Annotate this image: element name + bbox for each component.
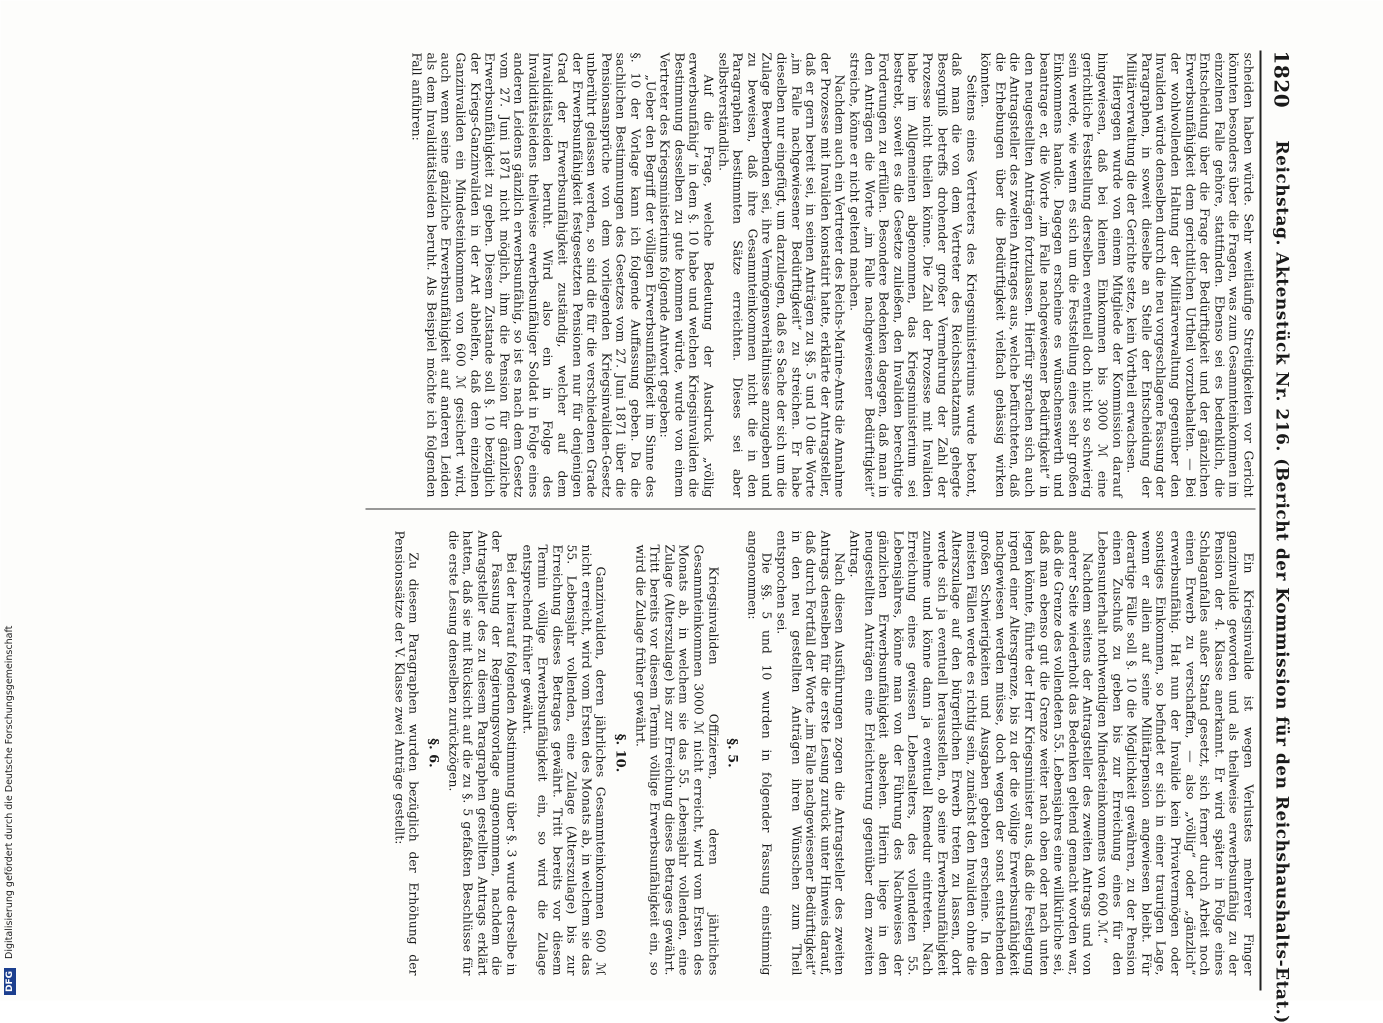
left-column [409, 52, 1255, 497]
paragraph: Hiergegen wurde von einem Mitgliede der Kommission darauf hingewiesen, daß bei kleinen Einkommen bis 3000 ℳ eine gerichtliche Feststellung derselben eventuell doch nicht so schwierig sein werde, wie wenn es sich um die Feststellung eines sehr großen Einkommens handle. Dagegen erscheine es wünschenswerth und beantrage er, die Worte „im Falle nachgewiesener Bedürftigkeit“ in den neugestellten Anträgen fortzulassen. Hierfür sprachen sich auch die Antragsteller des zweiten Antrages aus, welche befürchteten, daß die Erhebungen über die Bedürftigkeit vielfach gehässig wirken könnten. [978, 52, 1125, 497]
dfg-logo: DFG [4, 968, 16, 995]
header-rule [1259, 50, 1261, 990]
section-heading: §. 5. [724, 737, 740, 768]
paragraph: Bei der hierauf folgenden Abstimmung über §. 3 wurde derselbe in der Fassung der Regierungsvorlage angenommen, nachdem die Antragsteller des zu diesem Paragraphen gestellten Antrags erklärt hatten, daß sie mit Rücksicht auf die zu §. 5 gefaßten Beschlüsse für die erste Lesung denselben zurückzögen. [445, 530, 519, 975]
digitization-credit [4, 626, 16, 995]
paragraph: Ein Kriegsinvalide ist wegen Verlustes mehrerer Finger ganzinvalide geworden und als theilweise erwerbsunfähig zu der Pension der 4. Klasse anerkannt. Er wird später in Folge eines Schlaganfalles außer Stand gesetzt, sich ferner durch Arbeit noch einen Erwerb zu verschaffen, — also „völlig“ oder „gänzlich“ erwerbsunfähig. Hat nun der Invalide kein Privatvermögen oder sonstiges Einkommen, so befindet er sich in einer traurigen Lage, wenn er allein auf seine Militärpension angewiesen bleibt. Für derartige Fälle soll §. 10 die Möglichkeit gewähren, zu der Pension einen Zuschuß zu geben bis zur Erreichung eines für den Lebensunterhalt nothwendigen Mindesteinkommens von 600 ℳ.“ [1095, 530, 1256, 975]
paragraph: Seitens eines Vertreters des Kriegsministeriums wurde betont, daß man die von dem Vertreter des Reichsschatzamts gehegte Besorgniß betreffs drohender großer Vermehrung der Zahl der Prozesse nicht theilen könne. Die Zahl der Prozesse mit Invaliden habe im Allgemeinen abgenommen, das Kriegsministerium sei bestrebt, soweit es die Gesetze zuließen, den Invaliden berechtigte Forderungen zu erfüllen. Besondere Bedenken dagegen, daß man in den Anträgen die Worte „im Falle nachgewiesener Bedürftigkeit“ streiche, könne er nicht geltend machen. [846, 52, 979, 497]
paragraph: Zu diesem Paragraphen wurden bezüglich der Erhöhung der Pensionssätze der V. Klasse zwei Anträge gestellt: [391, 530, 422, 975]
paragraph: Nachdem seitens der Antragsteller des zweiten Antrags und von anderer Seite wiederholt das Bedenken geltend gemacht worden war, daß die Grenze des vollendeten 55. Lebensjahres eine willkürliche sei, daß man ebenso gut die Grenze weiter nach oben oder nach unten legen könnte, führte der Herr Kriegsminister aus, daß die Festlegung irgend einer Altersgrenze, bis zu der die völlige Erwerbsunfähigkeit nachgewiesen werden müsse, doch wegen der sonst entstehenden großen Schwierigkeiten und Ausgaben geboten erscheine. In den meisten Fällen werde es richtig sein, zunächst den Invaliden ohne die Alterszulage auf den bürgerlichen Erwerb treten zu lassen, dort werde sich ja eventuell herausstellen, ob seine Erwerbsunfähigkeit zunehme und könne dann ja eventuell Remedur eintreten. Nach Erreichung eines gewissen Lebensalters, des vollendeten 55. Lebensjahres, könne man von der Führung des Nachweises der gänzlichen Erwerbsunfähigkeit absehen. Hierin liege in den neugestellten Anträgen eine Erleichterung gegenüber dem zweiten Antrag. [846, 530, 1096, 975]
right-column [391, 530, 1255, 975]
paragraph: Auf die Frage, welche Bedeutung der Ausdruck „völlig erwerbsunfähig“ in dem §. 10 habe und welchen Kriegsinvaliden die Bestimmung desselben zu gute kommen würde, wurde von einem Vertreter des Kriegsministeriums folgende Antwort gegeben: [657, 52, 717, 497]
section-heading: §. 6. [424, 737, 440, 768]
section-heading: §. 10. [612, 733, 628, 772]
page-number: 1820 [1269, 50, 1293, 108]
credit-text: Digitalisierung gefördert durch die Deutsche Forschungsgemeinschaft [4, 625, 15, 959]
paragraph: scheiden haben würde. Sehr weitläufige Streitigkeiten vor Gericht könnten besonders über die Fragen, was zum Gesammteinkommen im einzelnen Falle gehöre, stattfinden. Ebenso sei es bedenklich, die Entscheidung über die Frage der Bedürftigkeit und der gänzlichen Erwerbsunfähigkeit dem gerichtlichen Urtheil vorzubehalten. — Bei der wohlwollenden Haltung der Militärverwaltung gegenüber den Invaliden würde denselben durch die neu vorgeschlagene Fassung der Paragraphen, in soweit dieselbe an Stelle der Entscheidung der Militärverwaltung die der Gerichte setze, kein Vortheil erwachsen. [1124, 52, 1256, 497]
paragraph: Die §§. 5 und 10 wurden in folgender Fassung einstimmig angenommen: [744, 530, 775, 975]
column-divider [365, 508, 1255, 509]
page-header [1263, 50, 1295, 1023]
quoted-answer: „Ueber den Begriff der völligen Erwerbsunfähigkeit im Sinne des §. 10 der Vorlage kann ich folgende Auffassung geben. Da die sachlichen Bestimmungen des Gesetzes vom 27. Juni 1871 über die Pensionsansprüche von dem vorliegenden Kriegsinvaliden-Gesetz unberührt gelassen werden, so sind die für die verschiedenen Grade der Erwerbsunfähigkeit festgesetzten Pensionen nur für denjenigen Grad der Erwerbsunfähigkeit zuständig, welcher auf dem Invaliditätsleiden beruht. Wird also ein in Folge des Invaliditätsleidens theilweise erwerbsunfähiger Soldat in Folge eines anderen Leidens gänzlich erwerbsunfähig, so ist es nach dem Gesetz vom 27. Juni 1871 nicht möglich, ihm die Pension für gänzliche Erwerbsunfähigkeit zu geben. Diesem Zustande soll §. 10 bezüglich der Kriegs-Ganzinvaliden in der Art abhelfen, daß dem einzelnen Ganzinvaliden ein Mindesteinkommen von 600 ℳ gesichert wird, auch wenn seine gänzliche Erwerbsunfähigkeit auf anderen Leiden als dem Invaliditätsleiden beruht. Als Beispiel möchte ich folgenden Fall anführen: [409, 52, 658, 497]
paragraph: Nach diesen Ausführungen zogen die Antragsteller des zweiten Antrags denselben für die erste Lesung zurück unter Hinweis darauf, daß durch Fortfall der Worte „im Falle nachgewiesener Bedürftigkeit“ in den neu gestellten Anträgen ihren Wünschen zum Theil entsprochen sei. [774, 530, 848, 975]
paragraph: Nachdem auch ein Vertreter des Reichs-Marine-Amts die Annahme der Prozesse mit Invaliden konstatirt hatte, erklärte der Antragsteller, daß er gern bereit sei, in seinen Anträgen zu §§. 5 und 10 die Worte „im Falle nachgewiesener Bedürftigkeit“ zu streichen. Er habe dieselben nur eingefügt, um darzulegen, daß es Sache der sich um die Zulage Bewerbenden sei, ihre Vermögensverhältnisse anzugeben und zu beweisen, daß ihre Gesammteinkommen nicht die in den Paragraphen bestimmten Sätze erreichten. Dieses sei aber selbstverständlich. [715, 52, 848, 497]
running-title: Reichstag. Aktenstück Nr. 216. (Bericht der Kommission für den Reichshaushalts-Etat.) [1271, 140, 1291, 1023]
section-text: Kriegsinvaliden Offizieren, deren jährliches Gesammteinkommen 3000 ℳ nicht erreicht, wird vom Ersten des Monats ab, in welchem sie das 55. Lebensjahr vollenden, eine Zulage (Alterszulage) bis zur Erreichung dieses Betrages gewährt. Tritt bereits vor diesem Termin völlige Erwerbsunfähigkeit ein, so wird die Zulage früher gewährt. [632, 544, 721, 975]
section-text: Ganzinvaliden, deren jährliches Gesammteinkommen 600 ℳ nicht erreicht, wird vom Ersten des Monats ab, in welchem sie das 55. Lebensjahr vollenden, eine Zulage (Alterszulage) bis zur Erreichung dieses Betrages gewährt. Tritt bereits vor diesem Termin völlige Erwerbsunfähigkeit ein, so wird die Zulage entsprechend früher gewährt. [520, 544, 609, 975]
